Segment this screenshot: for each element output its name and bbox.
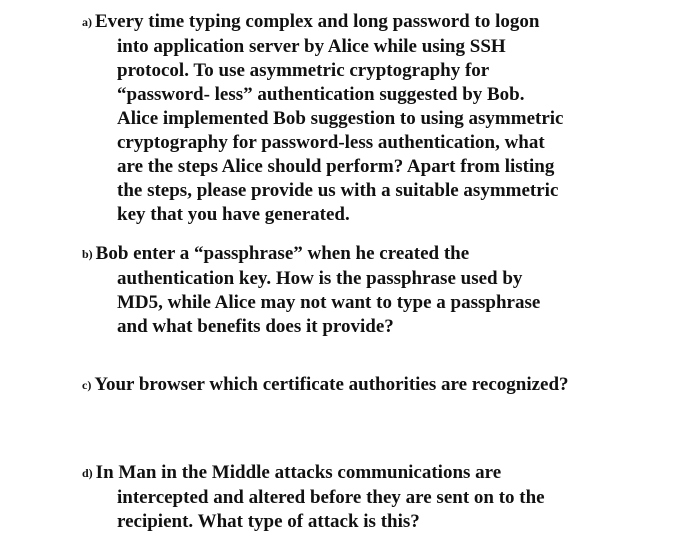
question-marker: b): [82, 247, 93, 261]
question-line: are the steps Alice should perform? Apart from listing: [117, 156, 555, 177]
question-text: Your browser which certificate authorities are recognized?: [94, 374, 569, 395]
question-line: [82, 10, 682, 35]
question-line: protocol. To use asymmetric cryptography for: [117, 60, 490, 81]
question-line: into application server by Alice while using SSH: [117, 36, 506, 57]
question-line: [82, 461, 682, 486]
question-marker: d): [82, 466, 93, 480]
question-line: authentication key. How is the passphrase used by: [117, 268, 523, 289]
question-line: cryptography for password-less authentication, what: [117, 132, 545, 153]
question-line: and what benefits does it provide?: [117, 316, 394, 337]
question-text: Bob enter a “passphrase” when he created the: [95, 243, 470, 264]
question-b: [82, 242, 682, 339]
question-marker: c): [82, 378, 92, 392]
question-marker: a): [82, 15, 92, 29]
question-line: MD5, while Alice may not want to type a passphrase: [117, 292, 541, 313]
question-line: “password- less” authentication suggested by Bob.: [117, 84, 525, 105]
question-d: [82, 461, 682, 534]
question-a: [82, 10, 682, 227]
question-line: Alice implemented Bob suggestion to using asymmetric: [117, 108, 564, 129]
question-text: Every time typing complex and long password to logon: [95, 11, 540, 32]
question-line: [82, 242, 682, 267]
question-line: the steps, please provide us with a suitable asymmetric: [117, 180, 559, 201]
question-line: intercepted and altered before they are sent on to the: [117, 487, 545, 508]
question-text: In Man in the Middle attacks communications are: [95, 462, 502, 483]
question-line: [82, 373, 682, 398]
question-c: [82, 373, 682, 398]
question-line: key that you have generated.: [117, 204, 350, 225]
question-line: recipient. What type of attack is this?: [117, 511, 420, 532]
